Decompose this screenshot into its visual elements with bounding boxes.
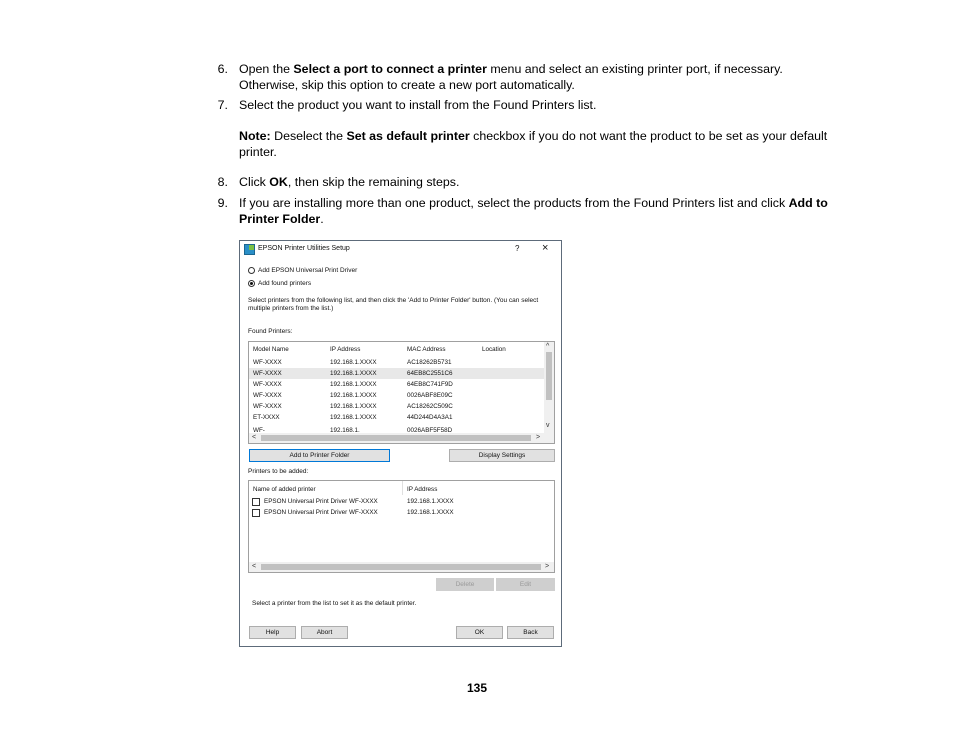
- column-divider: [402, 481, 403, 495]
- scroll-thumb[interactable]: [261, 435, 531, 441]
- step-number: 8.: [217, 175, 228, 189]
- table-row[interactable]: ET-XXXX 192.168.1.XXXX 44D244D4A3A1: [253, 414, 453, 421]
- close-icon[interactable]: ×: [542, 242, 549, 254]
- list-item[interactable]: EPSON Universal Print Driver WF-XXXX 192.168.1.XXXX: [249, 507, 554, 518]
- back-button[interactable]: Back: [507, 626, 554, 639]
- col-ip-address[interactable]: IP Address: [330, 346, 361, 353]
- title-bar: [240, 241, 561, 257]
- abort-button[interactable]: Abort: [301, 626, 348, 639]
- scroll-right-icon[interactable]: >: [545, 563, 550, 570]
- epson-app-icon: [244, 244, 255, 255]
- table-row[interactable]: WF-XXXX 192.168.1.XXXX AC18262B5731: [253, 359, 452, 366]
- step-number: 7.: [217, 98, 228, 112]
- radio-universal-label: Add EPSON Universal Print Driver: [258, 267, 358, 274]
- ok-button[interactable]: OK: [456, 626, 503, 639]
- display-settings-button[interactable]: Display Settings: [449, 449, 555, 462]
- printers-to-be-added-label: Printers to be added:: [248, 468, 309, 475]
- col-added-ip-address[interactable]: IP Address: [407, 486, 438, 493]
- scroll-right-icon[interactable]: >: [536, 434, 541, 441]
- edit-button[interactable]: Edit: [496, 578, 555, 591]
- found-horizontal-scrollbar[interactable]: [249, 433, 554, 443]
- default-printer-checkbox[interactable]: [252, 509, 260, 517]
- setup-dialog: [239, 240, 562, 647]
- note-text: Note: Deselect the Set as default printer checkbox if you do not want the product to be set as your default printer.: [239, 129, 828, 159]
- step-8: [200, 175, 840, 191]
- added-horizontal-scrollbar[interactable]: [249, 562, 554, 572]
- default-printer-checkbox[interactable]: [252, 498, 260, 506]
- found-vertical-scrollbar[interactable]: [544, 342, 554, 433]
- step-text: Select the product you want to install from the Found Printers list.: [239, 98, 597, 112]
- scroll-thumb[interactable]: [261, 564, 541, 570]
- col-location[interactable]: Location: [482, 346, 506, 353]
- scroll-thumb[interactable]: [546, 352, 552, 400]
- radio-found-printers[interactable]: [248, 280, 255, 287]
- instructions-text: Select printers from the following list, and then click the 'Add to Printer Folder' button. (You can select multiple printers from the list.): [248, 297, 539, 312]
- radio-found-label: Add found printers: [258, 280, 312, 287]
- list-item[interactable]: EPSON Universal Print Driver WF-XXXX 192.168.1.XXXX: [249, 496, 554, 507]
- table-row[interactable]: WF- 192.168.1. 0026ABF5F58D: [253, 427, 453, 433]
- added-printers-list[interactable]: [248, 480, 555, 573]
- dialog-title: EPSON Printer Utilities Setup: [258, 245, 350, 252]
- step-number: 6.: [217, 62, 228, 76]
- step-9: [200, 196, 840, 228]
- note: [200, 129, 840, 161]
- table-row[interactable]: WF-XXXX 192.168.1.XXXX 0026ABF8E09C: [253, 392, 453, 399]
- step-text: If you are installing more than one product, select the products from the Found Printers list and click Add to Printer Folder.: [239, 196, 828, 226]
- col-model-name[interactable]: Model Name: [253, 346, 289, 353]
- help-icon[interactable]: ?: [515, 244, 520, 253]
- step-6: [200, 62, 840, 94]
- scroll-left-icon[interactable]: <: [252, 434, 257, 441]
- table-row[interactable]: WF-XXXX 192.168.1.XXXX 64EB8C2551C6: [249, 368, 544, 379]
- page-number: 135: [466, 681, 488, 695]
- found-header-row: [249, 344, 544, 355]
- step-text: Click OK, then skip the remaining steps.: [239, 175, 460, 189]
- add-to-printer-folder-button[interactable]: Add to Printer Folder: [249, 449, 390, 462]
- step-7: [200, 98, 840, 114]
- default-printer-hint: Select a printer from the list to set it as the default printer.: [252, 600, 417, 607]
- scroll-left-icon[interactable]: <: [252, 563, 257, 570]
- scroll-down-icon[interactable]: v: [546, 422, 550, 429]
- col-name-of-added-printer[interactable]: Name of added printer: [253, 486, 316, 493]
- help-button[interactable]: Help: [249, 626, 296, 639]
- step-number: 9.: [217, 196, 228, 210]
- col-mac-address[interactable]: MAC Address: [407, 346, 446, 353]
- found-printers-label: Found Printers:: [248, 328, 293, 335]
- table-row[interactable]: WF-XXXX 192.168.1.XXXX 64EB8C741F9D: [253, 381, 453, 388]
- step-text: Open the Select a port to connect a printer menu and select an existing printer port, if necessary. Otherwise, skip this option to create a new port automatically.: [239, 62, 783, 92]
- found-printers-list[interactable]: [248, 341, 555, 444]
- radio-universal-driver[interactable]: [248, 267, 255, 274]
- table-row[interactable]: WF-XXXX 192.168.1.XXXX AC18262C509C: [253, 403, 453, 410]
- delete-button[interactable]: Delete: [436, 578, 494, 591]
- scroll-up-icon[interactable]: ^: [546, 343, 550, 350]
